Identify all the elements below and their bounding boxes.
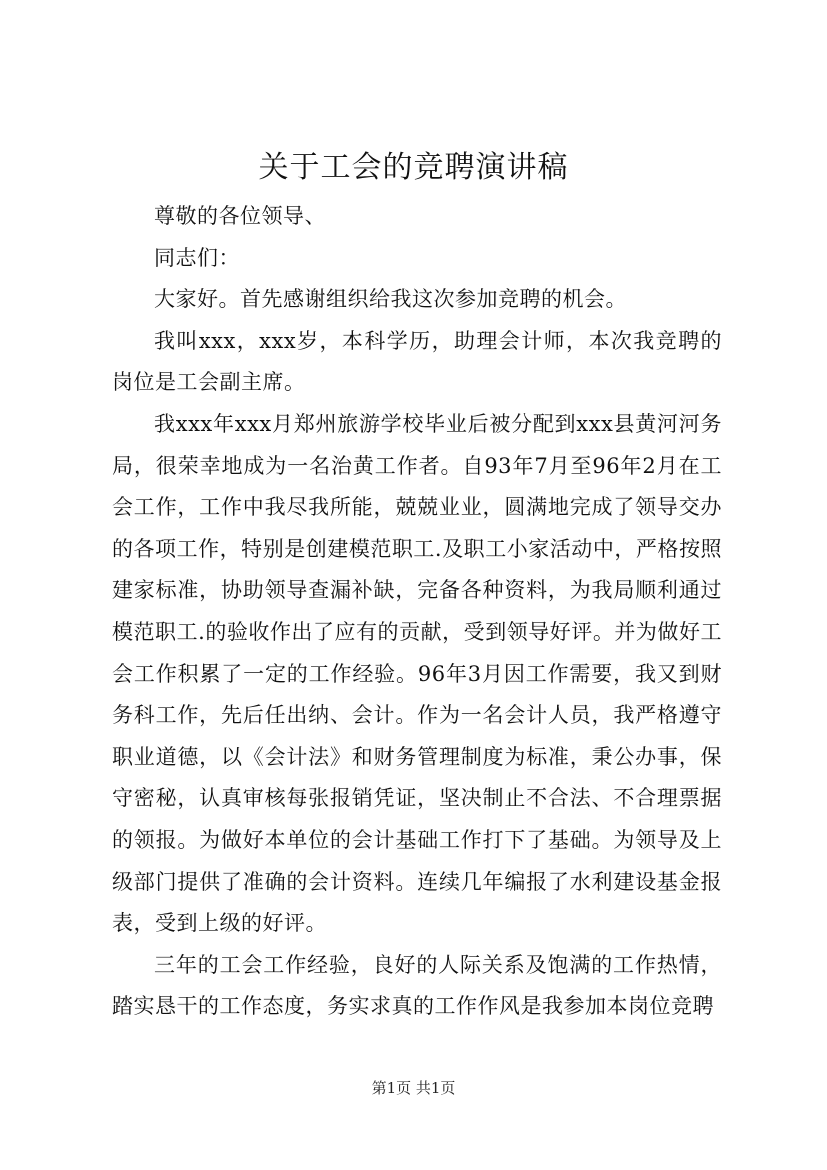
document-body (112, 196, 722, 1028)
paragraph-qualifications: 三年的工会工作经验，良好的人际关系及饱满的工作热情，踏实恳干的工作态度，务实求真的工作作风是我参加本岗位竞聘 (112, 952, 722, 1019)
paragraph-greeting: 大家好。首先感谢组织给我这次参加竞聘的机会。 (154, 287, 627, 312)
paragraph-salutation-2: 同志们： (154, 245, 240, 270)
document-title: 关于工会的竞聘演讲稿 (258, 150, 569, 185)
paragraph-salutation-1: 尊敬的各位领导、 (154, 204, 326, 228)
paragraph-experience: 我xxx年xxx月郑州旅游学校毕业后被分配到xxx县黄河河务局，很荣幸地成为一名治黄工作者。自93年7月至96年2月在工会工作，工作中我尽我所能，兢兢业业，圆满地完成了领导交办的各项工作，特别是创建模范职工.及职工小家活动中，严格按照建家标准，协助领导查漏补缺，完备各种资料，为我局顺利通过模范职工.的验收作出了应有的贡献，受到领导好评。并为做好工会工作积累了一定的工作经验。96年3月因工作需要，我又到财务科工作，先后任出纳、会计。作为一名会计人员，我严格遵守职业道德，以《会计法》和财务管理制度为标准，秉公办事，保守密秘，认真审核每张报销凭证，坚决制止不合法、不合理票据的领报。为做好本单位的会计基础工作打下了基础。为领导及上级部门提供了准确的会计资料。连续几年编报了水利建设基金报表，受到上级的好评。 (112, 411, 722, 936)
paragraph-introduction: 我叫xxx，xxx岁，本科学历，助理会计师，本次我竞聘的岗位是工会副主席。 (112, 328, 722, 395)
page-footer: 第1页 共1页 (371, 1079, 456, 1097)
